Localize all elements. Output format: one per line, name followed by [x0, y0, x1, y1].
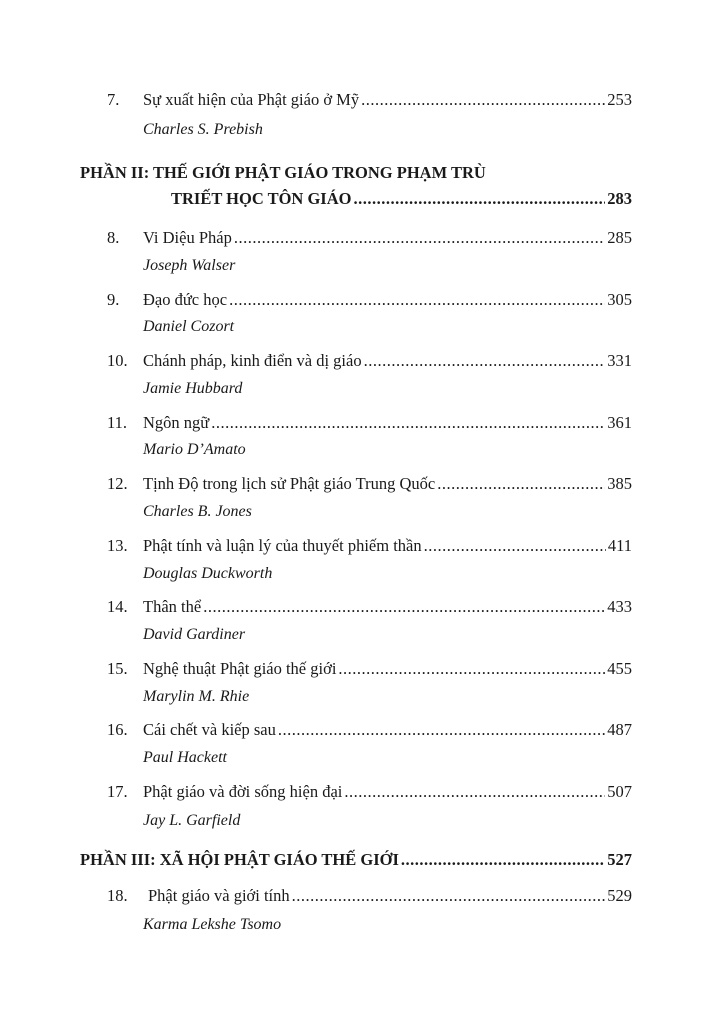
leader-dots	[401, 850, 605, 870]
toc-entry	[0, 659, 721, 683]
toc-entry	[0, 720, 721, 744]
leader-dots	[437, 474, 605, 494]
entry-author: Daniel Cozort	[143, 318, 235, 335]
toc-entry	[0, 886, 721, 910]
entry-number: 12.	[107, 474, 128, 493]
entry-page: 361	[607, 413, 632, 432]
entry-author: Jay L. Garfield	[143, 812, 241, 829]
entry-author: Paul Hackett	[143, 749, 227, 766]
entry-author: Mario D’Amato	[143, 441, 246, 458]
toc-entry	[0, 536, 721, 560]
entry-page: 529	[607, 886, 632, 905]
entry-line	[148, 886, 632, 906]
entry-page: 285	[607, 228, 632, 247]
toc-entry	[0, 474, 721, 498]
part-heading: PHẦN II: THẾ GIỚI PHẬT GIÁO TRONG PHẠM TRÙ	[80, 163, 486, 182]
entry-line	[143, 228, 632, 248]
entry-author: Marylin M. Rhie	[143, 688, 250, 705]
entry-page: 305	[607, 290, 632, 309]
entry-number: 16.	[107, 720, 128, 739]
entry-page: 507	[607, 782, 632, 801]
leader-dots	[229, 290, 605, 310]
part-page: 527	[607, 850, 632, 869]
entry-title: Nghệ thuật Phật giáo thế giới	[143, 659, 337, 678]
entry-number: 18.	[107, 886, 128, 905]
entry-number: 14.	[107, 597, 128, 616]
entry-page: 411	[607, 536, 632, 555]
entry-line	[143, 659, 632, 679]
entry-number: 11.	[107, 413, 128, 432]
part-heading-line	[171, 189, 632, 209]
entry-author: David Gardiner	[143, 626, 246, 643]
entry-title: Thân thể	[143, 597, 202, 616]
entry-title: Sự xuất hiện của Phật giáo ở Mỹ	[143, 90, 360, 109]
entry-title: Phật tính và luận lý của thuyết phiếm thần	[143, 536, 422, 555]
leader-dots	[344, 782, 605, 802]
entry-number: 7.	[107, 90, 120, 109]
toc-entry	[0, 597, 721, 621]
part-title: PHẦN III: XÃ HỘI PHẬT GIÁO THẾ GIỚI	[80, 850, 399, 869]
entry-line	[143, 351, 632, 371]
entry-author: Jamie Hubbard	[143, 380, 243, 397]
leader-dots	[361, 90, 605, 110]
part-heading-line	[80, 850, 632, 870]
leader-dots	[211, 413, 605, 433]
entry-page: 331	[607, 351, 632, 370]
toc-entry	[0, 290, 721, 314]
entry-number: 8.	[107, 228, 120, 247]
leader-dots	[234, 228, 605, 248]
toc-entry	[0, 413, 721, 437]
entry-line	[143, 536, 632, 556]
leader-dots	[338, 659, 605, 679]
entry-line	[143, 413, 632, 433]
leader-dots	[364, 351, 606, 371]
entry-author: Charles S. Prebish	[143, 121, 263, 138]
part-title: TRIẾT HỌC TÔN GIÁO	[171, 189, 352, 208]
entry-title: Cái chết và kiếp sau	[143, 720, 276, 739]
entry-line	[143, 290, 632, 310]
entry-author: Joseph Walser	[143, 257, 236, 274]
entry-title: Phật giáo và giới tính	[148, 886, 290, 905]
part-page: 283	[607, 189, 632, 208]
entry-title: Ngôn ngữ	[143, 413, 210, 432]
entry-line	[143, 597, 632, 617]
entry-title: Phật giáo và đời sống hiện đại	[143, 782, 343, 801]
entry-page: 433	[607, 597, 632, 616]
entry-line	[143, 782, 632, 802]
entry-line	[143, 474, 632, 494]
entry-author: Charles B. Jones	[143, 503, 252, 520]
leader-dots	[353, 189, 605, 209]
entry-number: 15.	[107, 659, 128, 678]
entry-author: Karma Lekshe Tsomo	[143, 916, 282, 933]
entry-title: Chánh pháp, kinh điển và dị giáo	[143, 351, 362, 370]
entry-title: Đạo đức học	[143, 290, 228, 309]
toc-entry	[0, 228, 721, 252]
toc-entry	[0, 90, 721, 114]
leader-dots	[203, 597, 605, 617]
entry-number: 9.	[107, 290, 120, 309]
leader-dots	[278, 720, 605, 740]
entry-title: Vi Diệu Pháp	[143, 228, 232, 247]
entry-page: 253	[607, 90, 632, 109]
leader-dots	[424, 536, 606, 556]
entry-line	[143, 90, 632, 110]
entry-page: 385	[607, 474, 632, 493]
entry-number: 10.	[107, 351, 128, 370]
entry-number: 13.	[107, 536, 128, 555]
toc-entry	[0, 782, 721, 806]
leader-dots	[292, 886, 606, 906]
entry-page: 487	[607, 720, 632, 739]
entry-title: Tịnh Độ trong lịch sử Phật giáo Trung Quốc	[143, 474, 436, 493]
entry-number: 17.	[107, 782, 128, 801]
toc-entry	[0, 351, 721, 375]
entry-author: Douglas Duckworth	[143, 565, 273, 582]
entry-page: 455	[607, 659, 632, 678]
entry-line	[143, 720, 632, 740]
